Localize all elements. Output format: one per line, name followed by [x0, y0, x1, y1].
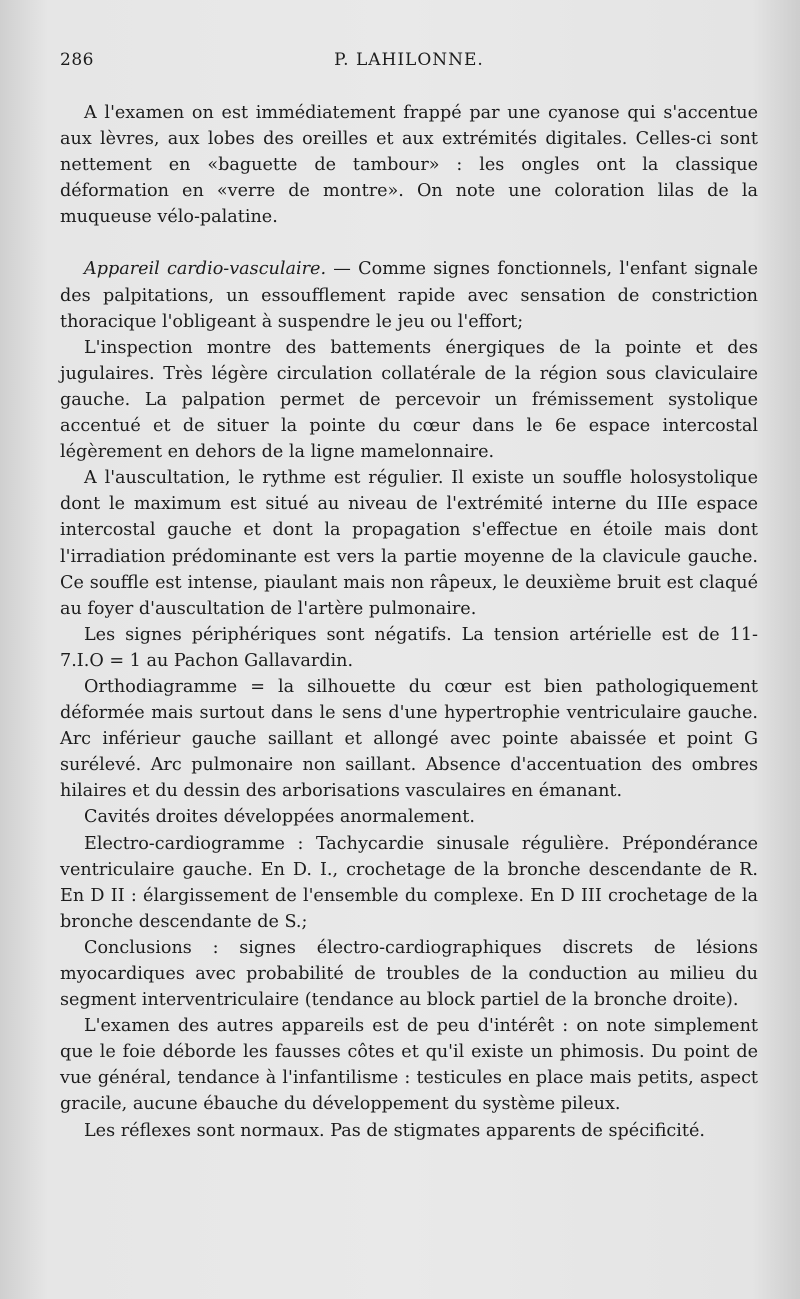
body-text — [60, 100, 758, 1144]
paragraph-reflexes: Les réflexes sont normaux. Pas de stigmates apparents de spécificité. — [84, 1120, 705, 1141]
page-number: 286 — [60, 50, 94, 70]
section-lead: Appareil cardio-vasculaire. — [84, 259, 327, 280]
paragraph-conclusions: Conclusions : signes électro-cardiographiques discrets de lésions myocardiques avec probabilité de troubles de la conduction au milieu du segment interventriculaire (tendance au block partiel de la bronche droite). — [60, 937, 758, 1011]
paragraph-orthodiagram: Orthodiagramme = la silhouette du cœur est bien pathologiquement déformée mais surtout dans le sens d'une hypertrophie ventriculaire gauche. Arc inférieur gauche saillant et allongé avec pointe abaissée et point G surélevé. Arc pulmonaire non saillant. Absence d'accentuation des ombres hilaires et du dessin des arborisations vasculaires en émanant. — [60, 676, 758, 802]
paragraph-peripheral-signs: Les signes périphériques sont négatifs. La tension artérielle est de 11-7.I.O = 1 au Pachon Gallavardin. — [60, 624, 758, 671]
paragraph-auscultation: A l'auscultation, le rythme est régulier. Il existe un souffle holosystolique dont le maximum est situé au niveau de l'extrémité interne du IIIe espace intercostal gauche et dont la propagation s'effectue en étoile mais dont l'irradiation prédominante est vers la partie moyenne de la clavicule gauche. Ce souffle est intense, piaulant mais non râpeux, le deuxième bruit est claqué au foyer d'auscultation de l'artère pulmonaire. — [60, 468, 758, 619]
paragraph-inspection: L'inspection montre des battements énergiques de la pointe et des jugulaires. Très légère circulation collatérale de la région sous claviculaire gauche. La palpation permet de percevoir un frémissement systolique accentué et de situer la pointe du cœur dans le 6e espace intercostal légèrement en dehors de la ligne mamelonnaire. — [60, 337, 758, 463]
paragraph-right-cavities: Cavités droites développées anormalement. — [84, 807, 475, 828]
paragraph-electrocardiogram: Electro-cardiogramme : Tachycardie sinusale régulière. Prépondérance ventriculaire gauche. En D. I., crochetage de la bronche descendante de R. En D II : élargissement de l'ensemble du complexe. En D III crochetage de la bronche descendante de S.; — [60, 833, 758, 932]
paragraph-cyanose: A l'examen on est immédiatement frappé par une cyanose qui s'accentue aux lèvres, aux lobes des oreilles et aux extrémités digitales. Celles-ci sont nettement en «baguette de tambour» : les ongles ont la classique déformation en «verre de montre». On note une coloration lilas de la muqueuse vélo-palatine. — [60, 103, 758, 228]
paragraph-cardio-vascular: Appareil cardio-vasculaire. — Comme signes fonctionnels, l'enfant signale des palpitations, un essoufflement rapide avec sensation de constriction thoracique l'obligeant à suspendre le jeu ou l'effort; — [60, 259, 758, 332]
page-header — [60, 44, 758, 78]
paragraph-other-systems: L'examen des autres appareils est de peu d'intérêt : on note simplement que le foie déborde les fausses côtes et qu'il existe un phimosis. Du point de vue général, tendance à l'infantilisme : testicules en place mais petits, aspect gracile, aucune ébauche du développement du système pileux. — [60, 1016, 758, 1115]
running-head: P. LAHILONNE. — [334, 50, 484, 70]
